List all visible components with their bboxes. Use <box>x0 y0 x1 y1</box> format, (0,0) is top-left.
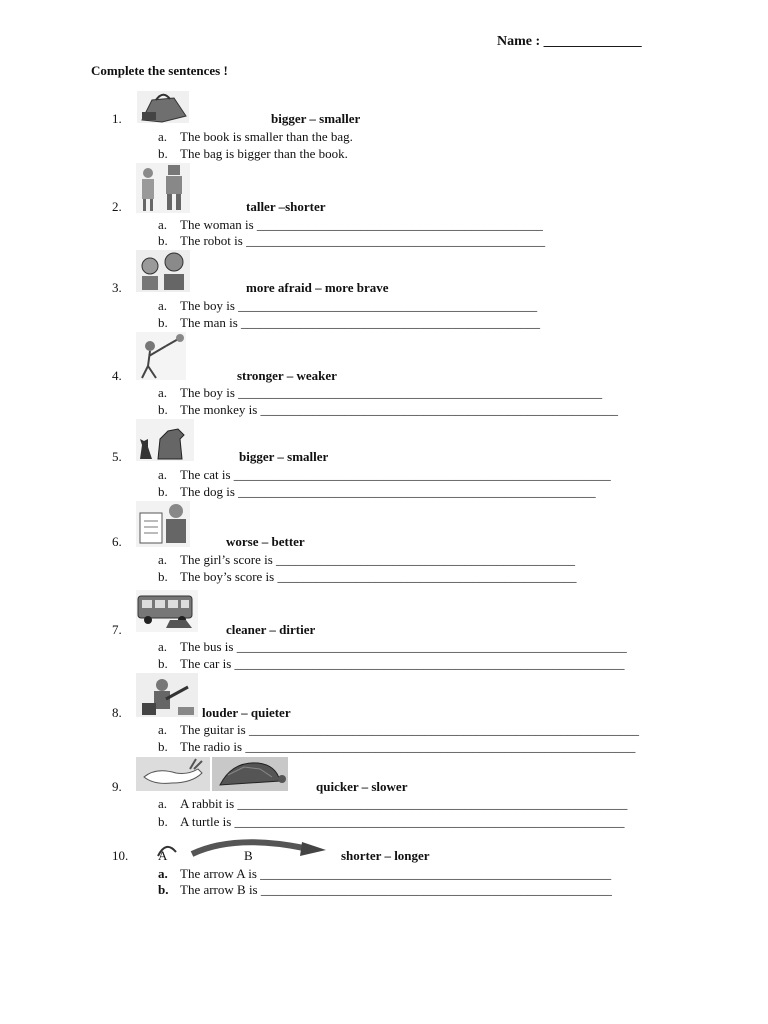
comparative-pair: shorter – longer <box>341 848 430 863</box>
sentence-a <box>158 722 639 738</box>
sentence-a <box>158 129 353 145</box>
name-field-label: Name : ______________ <box>497 34 642 49</box>
sentence-b <box>158 882 612 898</box>
option-label: b. <box>158 569 168 584</box>
option-label: a. <box>158 866 168 881</box>
option-label: a. <box>158 217 168 232</box>
option-label: a. <box>158 298 168 313</box>
score-papers-icon <box>136 501 190 547</box>
sentence-a <box>158 639 627 655</box>
option-label: a. <box>158 385 168 400</box>
option-label: a. <box>158 467 168 482</box>
sentence-text: The arrow B is ______________________________________________________ <box>180 882 612 897</box>
comparative-pair: worse – better <box>226 534 305 549</box>
sentence-text: The monkey is _______________________________________________________ <box>180 402 619 417</box>
sentence-text: The boy is ________________________________________________________ <box>180 385 603 400</box>
option-label: b. <box>158 882 169 897</box>
sentence-b <box>158 569 576 585</box>
option-label: b. <box>158 814 168 829</box>
sentence-text: The car is ____________________________________________________________ <box>180 656 625 671</box>
option-label: b. <box>158 233 168 248</box>
comparative-pair: more afraid – more brave <box>246 280 389 295</box>
sentence-b <box>158 814 625 830</box>
question-number: 8. <box>112 705 122 720</box>
sentence-text: The boy is ______________________________________________ <box>180 298 538 313</box>
sentence-b <box>158 402 618 418</box>
sentence-text: A rabbit is ____________________________________________________________ <box>180 796 628 811</box>
boy-monkey-icon <box>136 332 186 380</box>
option-label: b. <box>158 402 168 417</box>
comparative-pair: louder – quieter <box>202 705 291 720</box>
comparative-pair: stronger – weaker <box>237 368 337 383</box>
sentence-text: The guitar is ____________________________________________________________ <box>180 722 639 737</box>
arrow-b-label: B <box>244 848 253 863</box>
comparative-pair: bigger – smaller <box>271 111 361 126</box>
sentence-text: A turtle is ____________________________________________________________ <box>180 814 625 829</box>
sentence-b <box>158 146 348 162</box>
cat-dog-icon <box>136 419 194 461</box>
rabbit-turtle-icon <box>136 757 288 791</box>
sentence-b <box>158 739 635 755</box>
sentence-text: The book is smaller than the bag. <box>180 129 353 144</box>
sentence-text: The dog is _______________________________________________________ <box>180 484 596 499</box>
question-number: 4. <box>112 368 122 383</box>
arrow-a-label: A <box>158 848 168 863</box>
sentence-text: The woman is ____________________________________________ <box>180 217 543 232</box>
option-label: b. <box>158 739 168 754</box>
question-number: 3. <box>112 280 122 295</box>
instruction-heading: Complete the sentences ! <box>91 63 228 78</box>
boy-man-icon <box>136 250 190 292</box>
comparative-pair: cleaner – dirtier <box>226 622 316 637</box>
question-number: 9. <box>112 779 122 794</box>
question-number: 10. <box>112 848 129 863</box>
sentence-a <box>158 467 611 483</box>
option-label: a. <box>158 129 168 144</box>
bag-book-icon <box>136 90 190 124</box>
arrows-icon <box>154 838 330 860</box>
question-number: 7. <box>112 622 122 637</box>
bus-car-icon <box>136 590 198 632</box>
comparative-pair: bigger – smaller <box>239 449 329 464</box>
sentence-text: The bag is bigger than the book. <box>180 146 348 161</box>
sentence-a <box>158 217 543 233</box>
question-number: 2. <box>112 199 122 214</box>
sentence-b <box>158 656 625 672</box>
sentence-text: The robot is ______________________________________________ <box>180 233 546 248</box>
option-label: a. <box>158 722 168 737</box>
sentence-text: The radio is ____________________________________________________________ <box>180 739 636 754</box>
option-label: b. <box>158 315 168 330</box>
option-label: a. <box>158 552 168 567</box>
sentence-a <box>158 298 537 314</box>
sentence-a <box>158 385 602 401</box>
sentence-text: The bus is ____________________________________________________________ <box>180 639 627 654</box>
sentence-text: The arrow A is ______________________________________________________ <box>180 866 612 881</box>
sentence-a <box>158 866 611 882</box>
sentence-b <box>158 484 596 500</box>
option-label: a. <box>158 639 168 654</box>
guitar-radio-icon <box>136 673 198 717</box>
option-label: a. <box>158 796 168 811</box>
sentence-text: The man is ______________________________________________ <box>180 315 541 330</box>
option-label: b. <box>158 484 168 499</box>
sentence-text: The cat is __________________________________________________________ <box>180 467 611 482</box>
question-number: 6. <box>112 534 122 549</box>
sentence-b <box>158 233 545 249</box>
comparative-pair: taller –shorter <box>246 199 326 214</box>
option-label: b. <box>158 656 168 671</box>
question-number: 5. <box>112 449 122 464</box>
sentence-text: The girl’s score is ______________________________________________ <box>180 552 576 567</box>
comparative-pair: quicker – slower <box>316 779 408 794</box>
sentence-text: The boy’s score is ______________________________________________ <box>180 569 577 584</box>
option-label: b. <box>158 146 168 161</box>
question-number: 1. <box>112 111 122 126</box>
woman-robot-icon <box>136 163 190 213</box>
sentence-a <box>158 552 575 568</box>
sentence-a <box>158 796 627 812</box>
sentence-b <box>158 315 540 331</box>
